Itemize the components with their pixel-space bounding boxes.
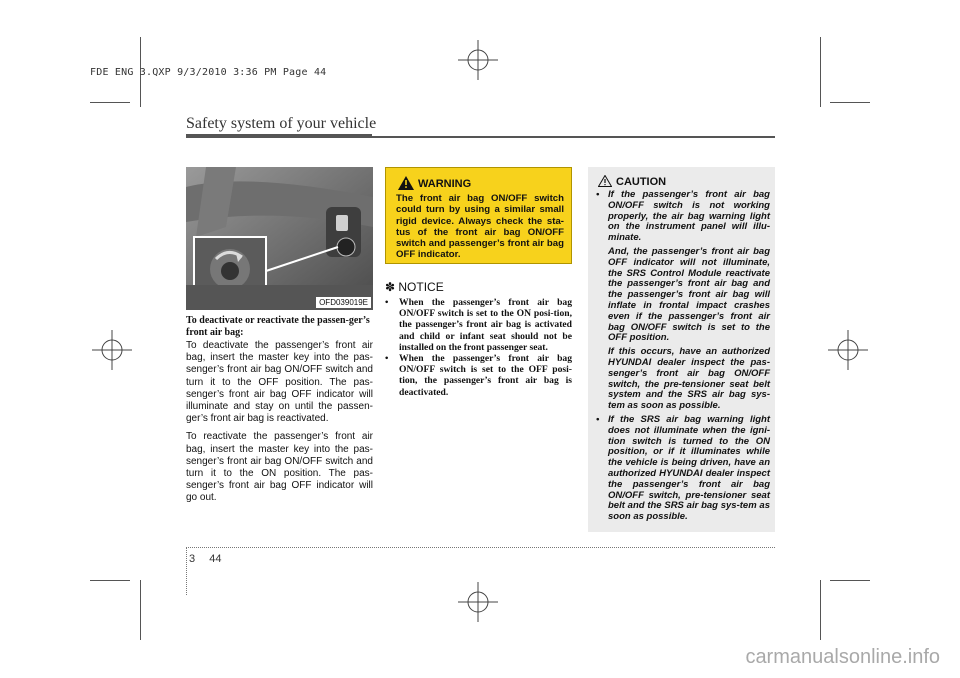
caution-list [596, 190, 770, 526]
caution-item [596, 415, 770, 523]
crop-mark [90, 580, 130, 581]
caution-paragraph: If the SRS air bag warning light does not illuminate when the igni-tion switch is turned to the ON position, or if it illuminates while the vehicle is being driven, have an authorized HYUNDAI dealer inspect the passenger’s front air bag ON/OFF switch, pre-tensioner seat belt and the SRS air bag sys-tem as soon as possible. [608, 413, 770, 523]
chapter-number: 3 [189, 553, 196, 565]
caution-paragraph: If this occurs, have an authorized HYUNDAI dealer inspect the pas-senger’s front air bag ON/OFF switch, the pre-tensioner seat belt system and the SRS air bag sys-tem as soon as possible. [608, 346, 770, 412]
notice-item [385, 353, 572, 398]
bullet-icon: • [596, 189, 600, 200]
notice-item [385, 297, 572, 353]
crop-mark [830, 580, 870, 581]
crop-mark [90, 102, 130, 103]
warning-title: WARNING [418, 178, 472, 190]
footer-tick [186, 547, 188, 595]
body-paragraph: To reactivate the passenger’s front air bag, insert the master key into the pas-senger’s front air bag ON/OFF switch and turn it to the ON position. The pas-senger’s front air bag OFF indicator will go out. [186, 431, 373, 504]
airbag-switch-photo [186, 167, 373, 310]
caution-item [596, 190, 770, 412]
caution-paragraph: If the passenger’s front air bag ON/OFF switch is not working properly, the air bag warning light on the instrument panel will illu-minate. [608, 189, 770, 244]
crop-mark [820, 580, 821, 640]
crop-mark [140, 580, 141, 640]
body-text [186, 340, 373, 511]
notice-title: ✽ NOTICE [385, 280, 444, 294]
notice-list [385, 297, 572, 398]
caution-triangle-icon [598, 175, 612, 187]
registration-mark-icon [828, 330, 868, 370]
section-header: Safety system of your vehicle [186, 115, 377, 132]
crop-mark [830, 102, 870, 103]
crop-mark [820, 37, 821, 107]
figure-label: OFD039019E [316, 297, 371, 308]
page-num: 44 [209, 553, 222, 565]
print-slug: FDE ENG 3.QXP 9/3/2010 3:36 PM Page 44 [90, 67, 327, 78]
bullet-icon: • [385, 353, 389, 365]
notice-item-text: When the passenger’s front air bag ON/OFF switch is set to the OFF posi-tion, the passenger’s front air bag is deactivated. [399, 353, 572, 398]
bullet-icon: • [596, 413, 600, 425]
page-number [189, 553, 222, 565]
watermark-text: carmanualsonline.info [745, 646, 940, 668]
bullet-icon: • [385, 297, 389, 308]
caption-heading: To deactivate or reactivate the passen-ger’s front air bag: [186, 315, 370, 338]
registration-mark-icon [458, 40, 498, 80]
registration-mark-icon [458, 582, 498, 622]
notice-item-text: When the passenger’s front air bag ON/OFF switch is set to the ON posi-tion, the passenger’s front air bag is activated and child or infant seat should not be installed on the front passenger seat. [399, 297, 572, 353]
registration-mark-icon [92, 330, 132, 370]
body-paragraph: To deactivate the passenger’s front air bag, insert the master key into the pas-senger’s front air bag ON/OFF switch and turn it to the OFF position. The pas-senger’s front air bag OFF indicator will illuminate and stay on until the passen-ger’s front air bag is reactivated. [186, 340, 373, 425]
warning-triangle-icon [398, 176, 414, 190]
warning-box [385, 167, 572, 264]
dashboard-illustration [186, 167, 373, 310]
header-rule [186, 136, 775, 138]
caution-title: CAUTION [616, 176, 667, 188]
warning-text: The front air bag ON/OFF switch could turn by using a similar small rigid device. Always check the sta-tus of the front air bag ON/OFF switch and passenger’s front air bag OFF indicator. [396, 193, 564, 261]
footer-rule [186, 547, 775, 548]
caution-paragraph: And, the passenger’s front air bag OFF indicator will not illuminate, the SRS Control Module reactivate the passenger’s front air bag and the passenger’s front air bag will inflate in frontal impact crashes even if the passenger’s front air bag ON/OFF switch is set to the OFF position. [608, 245, 770, 344]
caution-box [588, 167, 775, 532]
